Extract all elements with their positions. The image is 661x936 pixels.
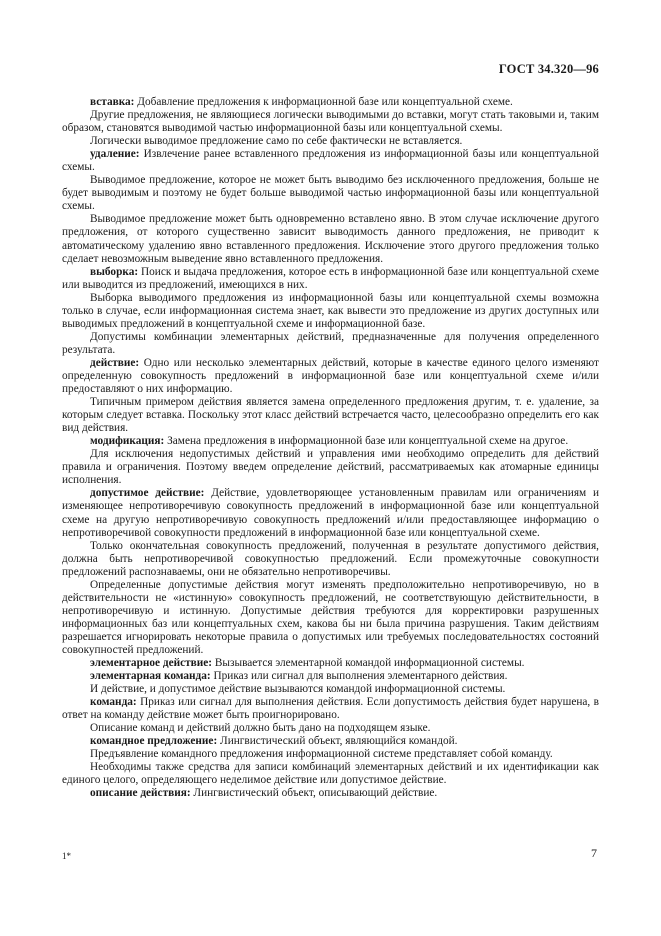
body-paragraph [62,540,599,579]
footer-signature-mark: 1* [62,851,71,861]
paragraph-text: Выводимое предложение может быть одновременно вставлено явно. В этом случае исключение другого предложения, от которого существенно зависит выводимость данного предложения, не приводит к автоматическому удалению явно вставленного предложения. Исключение этого другого предложения только сделает невозможным выведение явно вставленного предложения. [62,213,599,265]
body-paragraph [62,448,599,487]
defined-term: вставка: [90,96,135,108]
paragraph-text: Для исключения недопустимых действий и управления ими необходимо определить для действий правила и ограничения. Поэтому введем определение действий, рассматриваемых как атомарные единицы исполнения. [62,448,599,487]
definition-paragraph [62,787,599,800]
paragraph-text: Необходимы также средства для записи комбинаций элементарных действий и их идентификации как единого целого, определяющего неделимое действие или допустимое действие. [62,761,599,787]
body-paragraph [62,761,599,787]
defined-term: выборка: [90,265,139,278]
body-paragraph [62,722,599,735]
paragraph-text: Вызывается элементарной командой информационной системы. [212,657,525,670]
paragraph-text: И действие, и допустимое действие вызываются командой информационной системы. [90,683,506,696]
page-number: 7 [591,846,597,860]
defined-term: допустимое действие: [90,487,205,500]
body-paragraph [62,174,599,213]
definition-paragraph [62,435,599,448]
defined-term: команда: [90,696,137,709]
paragraph-text: Действие, удовлетворяющее установленным правилам или ограничениям и изменяющее непротиворечивую совокупность предложений в информационной базе или концептуальной схеме на другую непротиворечивую совокупность предложений и/или предоставляющее информацию о непротиворечивой совокупности предложений в информационной базе или концептуальной схеме. [62,487,599,539]
paragraph-text: Типичным примером действия является замена определенного предложения другим, т. е. удаление, за которым следует вставка. Поскольку этот класс действий встречается часто, целесообразно определить его как вид действия. [62,396,599,435]
body-paragraph [62,109,599,135]
definition-paragraph [62,96,599,109]
body-paragraph [62,683,599,696]
document-body [62,96,599,801]
paragraph-text: Допустимы комбинации элементарных действий, предназначенные для получения определенного результата. [62,330,599,356]
defined-term: описание действия: [90,787,191,800]
definition-paragraph [62,148,599,174]
paragraph-text: Поиск и выдача предложения, которое есть в информационной базе или концептуальной схеме или выводится из предложений, имеющихся в них. [62,265,599,291]
paragraph-text: Определенные допустимые действия могут изменять предположительно непротиворечивую, но в действительности не «истинную» совокупность предложений, не соответствующую действительности, в непротиворечивую и истинную. Допустимые действия требуются для корректировки разрушенных информационных баз или концептуальных схем, какова бы ни была причина разрушения. Таким действиям разрешается игнорировать некоторые правила о допустимых или требуемых последовательностях состояний совокупностей предложений. [62,578,599,656]
defined-term: элементарное действие: [90,657,213,670]
body-paragraph [62,748,599,761]
paragraph-text: Лингвистический объект, описывающий действие. [190,787,438,800]
paragraph-text: Замена предложения в информационной базе или концептуальной схеме на другое. [164,435,569,448]
document-header: ГОСТ 34.320—96 [498,62,599,76]
paragraph-text: Приказ или сигнал для выполнения элементарного действия. [210,670,508,683]
defined-term: действие: [90,356,140,369]
definition-paragraph [62,657,599,670]
paragraph-text: Выборка выводимого предложения из информационной базы или концептуальной схемы возможна только в случае, если информационная система знает, как вывести это предложение из других доступных или выводимых предложений в концептуальной схеме и информационной базе. [62,291,599,330]
definition-paragraph [62,696,599,722]
paragraph-text: Добавление предложения к информационной базе или концептуальной схеме. [134,96,513,108]
paragraph-text: Логически выводимое предложение само по себе фактически не вставляется. [90,135,463,148]
paragraph-text: Приказ или сигнал для выполнения действия. Если допустимость действия будет нарушена, в ответ на команду действие может быть проигнорировано. [62,696,599,722]
definition-paragraph [62,487,599,539]
paragraph-text: Предъявление командного предложения информационной системе представляет собой команду. [90,748,553,761]
paragraph-text: Лингвистический объект, являющийся командой. [217,735,458,748]
paragraph-text: Описание команд и действий должно быть дано на подходящем языке. [90,722,431,735]
body-paragraph [62,292,599,331]
defined-term: командное предложение: [90,735,218,748]
paragraph-text: Выводимое предложение, которое не может быть выводимо без исключенного предложения, больше не будет выводимым и поэтому не будет больше выводимой частью информационной базы или концептуальной схемы. [62,174,599,213]
paragraph-text: Одно или несколько элементарных действий, которые в качестве единого целого изменяют определенную совокупность предложений в информационной базе или концептуальной схеме и/или предоставляют о них информацию. [62,356,599,396]
body-paragraph [62,579,599,657]
paragraph-text: Другие предложения, не являющиеся логически выводимыми до вставки, могут стать таковыми и, таким образом, становятся выводимой частью информационной базы или концептуальной схемы. [62,109,599,135]
definition-paragraph [62,266,599,292]
definition-paragraph [62,735,599,748]
definition-paragraph [62,670,599,683]
defined-term: модификация: [90,435,165,448]
paragraph-text: Только окончательная совокупность предложений, полученная в результате допустимого действия, должна быть непротиворечивой совокупностью предложений. Если промежуточные совокупности предложений распознаваемы, они не обязательно непротиворечивы. [62,539,599,578]
defined-term: элементарная команда: [90,670,211,683]
body-paragraph [62,135,599,148]
body-paragraph [62,331,599,357]
definition-paragraph [62,357,599,396]
defined-term: удаление: [90,148,140,161]
body-paragraph [62,213,599,265]
body-paragraph [62,396,599,435]
paragraph-text: Извлечение ранее вставленного предложения из информационной базы или концептуальной схемы. [62,148,599,174]
